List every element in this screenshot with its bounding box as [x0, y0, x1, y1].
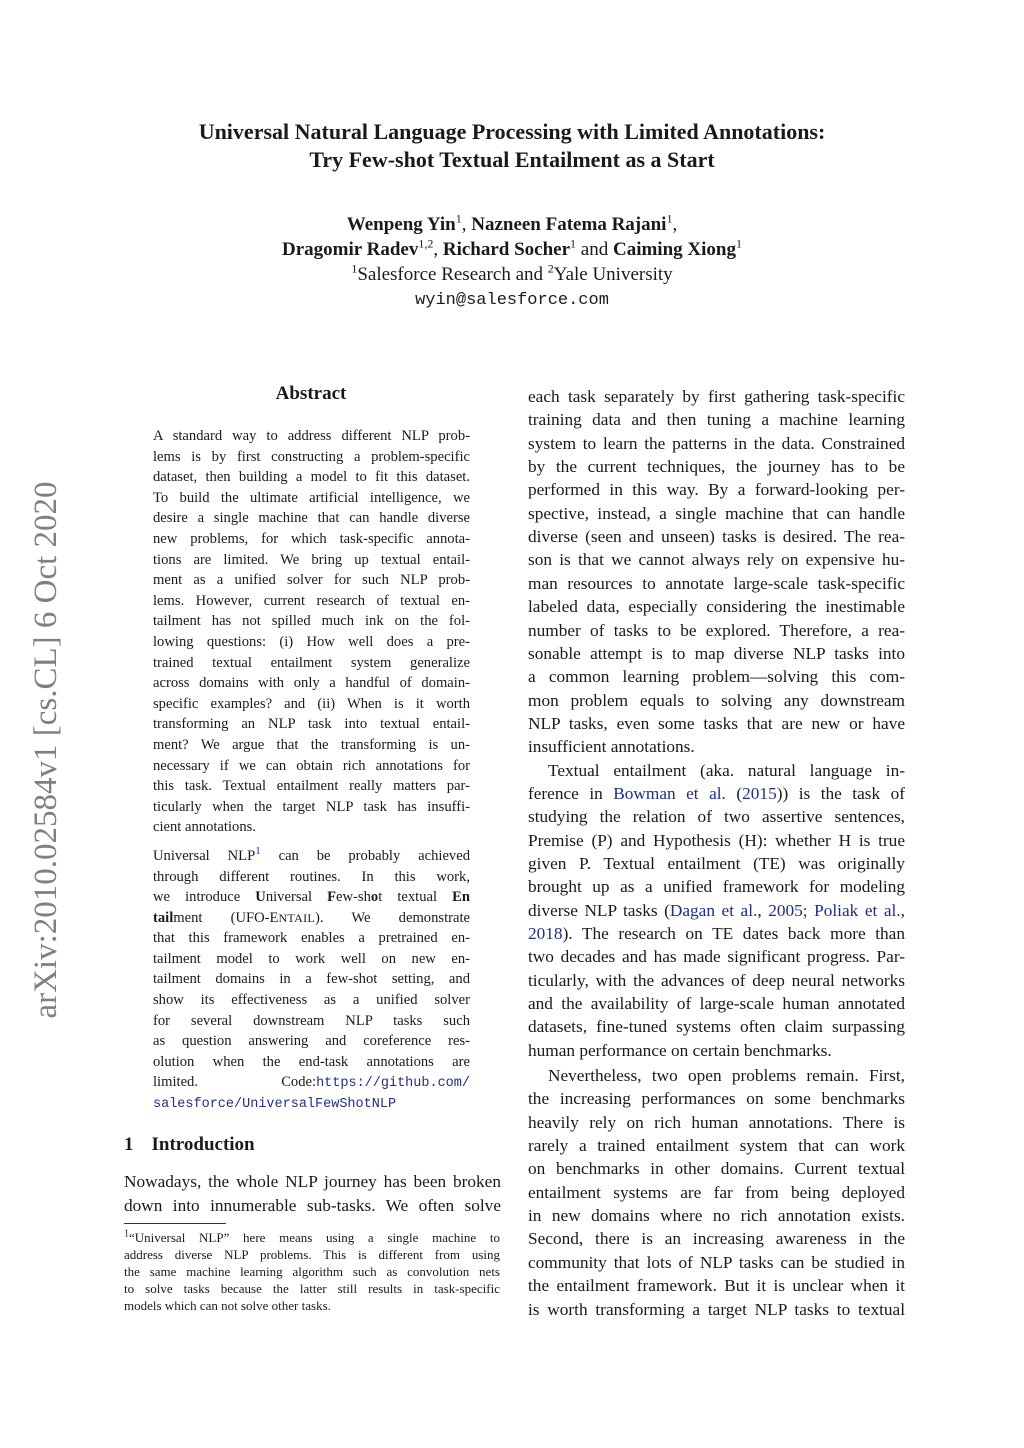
body-line: diverse NLP tasks (Dagan et al., 2005; Poliak et al.,: [528, 901, 905, 920]
abstract-line: dataset, then building a model to fit this dataset.: [153, 469, 470, 486]
affiliation-superscript: 1: [351, 261, 358, 276]
body-line: ticularly, with the advances of deep neural networks: [528, 971, 905, 990]
abstract-line: Universal NLP$^1$ can be probably achieved: [153, 845, 470, 864]
footnote-line: models which can not solve other tasks.: [124, 1298, 331, 1313]
abstract-line: trained textual entailment system generalize: [153, 654, 470, 671]
intro-line: Nowadays, the whole NLP journey has been broken: [124, 1172, 501, 1191]
abstract-line: A standard way to address different NLP prob-: [153, 428, 470, 444]
affiliation-2: Yale University: [553, 264, 673, 285]
author-email: wyin@salesforce.com: [415, 291, 609, 310]
footnote-line: to solve tasks because the latter still results in task-specific: [124, 1281, 500, 1296]
abstract-line: ment? We argue that the transforming is un-: [153, 737, 470, 753]
body-line: Textual entailment (aka. natural language in-: [548, 761, 905, 780]
abstract-line: for several downstream NLP tasks such: [153, 1013, 470, 1029]
abstract-line: tailment domains in a few-shot setting, and: [153, 971, 470, 987]
body-line: is worth transforming a target NLP tasks to textual: [528, 1299, 905, 1319]
citation-link[interactable]: 2018: [528, 924, 563, 943]
body-line: a common learning problem—solving this com-: [528, 667, 905, 687]
citation-link[interactable]: Dagan et al.: [669, 901, 758, 920]
author-name: Richard Socher: [442, 239, 571, 260]
code-link[interactable]: https://github.com/: [316, 1076, 470, 1091]
citation-link[interactable]: Bowman et al.: [613, 784, 726, 803]
abstract-line: we introduce Universal Few-shot textual En: [153, 889, 470, 905]
affiliation-superscript: 2: [547, 261, 554, 276]
paper-title-line-1: Universal Natural Language Processing with Limited Annotations:: [198, 119, 826, 144]
arxiv-identifier-stamp: arXiv:2010.02584v1 [cs.CL] 6 Oct 2020: [28, 481, 64, 1019]
body-line: each task separately by first gathering task-specific: [528, 387, 905, 406]
body-line: ference in Bowman et al. (2015)) is the task of: [528, 784, 906, 803]
body-line: training data and then tuning a machine learning: [528, 410, 905, 430]
body-line: human performance on certain benchmarks.: [528, 1041, 832, 1060]
paper-title-line-2: Try Few-shot Textual Entailment as a Start: [309, 147, 715, 172]
body-line: insufficient annotations.: [528, 737, 695, 757]
footnote-rule: [124, 1223, 226, 1224]
code-link[interactable]: salesforce/UniversalFewShotNLP: [153, 1097, 397, 1112]
abstract-line: that this framework enables a pretrained en-: [153, 930, 470, 946]
abstract-line: as question answering and coreference res-: [153, 1033, 470, 1049]
affiliation-superscript: 1: [570, 236, 577, 251]
abstract-line: specific examples? and (ii) When is it worth: [153, 695, 470, 712]
abstract-line: across domains with only a handful of domain-: [153, 675, 470, 692]
abstract-line: this task. Textual entailment really matters par-: [153, 778, 470, 795]
author-name: Wenpeng Yin: [346, 214, 456, 235]
body-line: system to learn the patterns in the data. Constrained: [528, 433, 905, 453]
abstract-line: [153, 1093, 470, 1114]
author-name: Nazneen Fatema Rajani: [471, 214, 667, 235]
body-line: Premise (P) and Hypothesis (H): whether H is true: [528, 831, 905, 850]
body-line: rarely a trained entailment system that can work: [528, 1136, 905, 1156]
affiliation-superscript: 1: [666, 211, 673, 226]
affiliation-superscript: 1,2: [418, 236, 434, 251]
body-line: Nevertheless, two open problems remain. First,: [548, 1066, 905, 1085]
body-line: performed in this way. By a forward-looking per-: [528, 480, 905, 500]
abstract-line: lems is by first constructing a problem-specific: [153, 448, 470, 465]
section-number: 1: [124, 1134, 134, 1155]
abstract-line: transforming an NLP task into textual entail-: [153, 716, 470, 733]
body-line: entailment systems are far from being deployed: [528, 1182, 905, 1202]
author-line-2: Dragomir Radev$^{1,2}$, Richard Socher$^1$ and Caiming Xiong$^1$: [282, 236, 742, 260]
body-line: mon problem equals to solving any downstream: [528, 690, 905, 710]
body-line: heavily rely on rich human annotations. There is: [528, 1112, 905, 1132]
abstract-line: desire a single machine that can handle diverse: [153, 510, 470, 527]
affiliation-superscript: 1: [455, 211, 462, 226]
affiliation-superscript: 1: [735, 236, 742, 251]
body-line: son is that we cannot always rely on expensive hu-: [528, 550, 905, 570]
abstract-line: new problems, for which task-specific annota-: [153, 531, 470, 547]
body-line: 2018). The research on TE dates back more than: [528, 924, 905, 943]
citation-link[interactable]: 2015: [742, 784, 777, 803]
abstract-line: lowing questions: (i) How well does a pre-: [153, 634, 470, 650]
abstract-line: olution when the end-task annotations are: [153, 1054, 470, 1070]
body-line: number of tasks to be explored. Therefore, a rea-: [528, 620, 905, 640]
footnote-line: address diverse NLP problems. This is different from using: [124, 1247, 500, 1262]
body-line: NLP tasks, even some tasks that are new or have: [528, 713, 905, 733]
footnote-number: 1: [124, 1228, 129, 1240]
author-line-1: Wenpeng Yin$^1$, Nazneen Fatema Rajani$^1$,: [346, 211, 678, 235]
body-line: community that lots of NLP tasks can be studied in: [528, 1252, 905, 1272]
author-name: Caiming Xiong: [612, 239, 736, 260]
body-line: labeled data, especially considering the inestimable: [528, 597, 905, 617]
footnote-line: the same machine learning algorithm such as convolution nets: [124, 1264, 500, 1279]
section-title: Introduction: [151, 1134, 255, 1155]
body-line: man resources to annotate large-scale task-specific: [528, 573, 905, 593]
footnote-marker[interactable]: 1: [255, 845, 261, 858]
abstract-line: ment as a unified solver for such NLP prob-: [153, 572, 470, 589]
affiliations: [0, 262, 1024, 287]
intro-line: down into innumerable sub-tasks. We often solve: [124, 1196, 501, 1215]
abstract-heading: Abstract: [275, 383, 347, 404]
abstract-line: To build the ultimate artificial intelligence, we: [153, 489, 470, 506]
body-line: spective, instead, a single machine that can handle: [528, 503, 905, 523]
body-line: datasets, fine-tuned systems often claim surpassing: [528, 1017, 905, 1036]
abstract-line: show its effectiveness as a unified solver: [153, 992, 470, 1008]
body-line: on benchmarks in other domains. Current textual: [528, 1159, 905, 1179]
citation-link[interactable]: 2005; Poliak et al.: [768, 901, 901, 920]
section-heading-introduction: [124, 1134, 255, 1156]
abstract-line: necessary if we can obtain rich annotations for: [153, 757, 470, 774]
abstract-line: tailment has not spilled much ink on the fol-: [153, 613, 470, 630]
abstract-line: limited. Code:https://github.com/: [153, 1074, 470, 1091]
author-conjunction: and: [580, 239, 609, 260]
abstract-line: tailment model to work well on new en-: [153, 951, 470, 967]
body-line: given P. Textual entailment (TE) was originally: [528, 854, 905, 873]
body-line: the entailment framework. But it is unclear when it: [528, 1276, 905, 1296]
author-name: Dragomir Radev: [282, 239, 419, 260]
abstract-line: tions are limited. We bring up textual entail-: [153, 551, 470, 568]
body-line: sonable attempt is to map diverse NLP tasks into: [528, 643, 905, 663]
abstract-line: tailment (UFO-ENTAIL). We demonstrate: [153, 910, 470, 926]
body-line: diverse (seen and unseen) tasks is desired. The rea-: [528, 527, 905, 547]
body-line: two decades and has made significant progress. Par-: [528, 947, 905, 966]
body-line: Second, there is an increasing awareness in the: [528, 1229, 905, 1249]
body-line: in new domains where no rich annotation exists.: [528, 1206, 905, 1226]
body-line: studying the relation of two assertive sentences,: [528, 807, 905, 826]
body-line: brought up as a unified framework for modeling: [528, 877, 905, 896]
abstract-line: lems. However, current research of textual en-: [153, 592, 470, 609]
affiliation-1: Salesforce Research and: [357, 264, 548, 285]
abstract-line: through different routines. In this work,: [153, 869, 470, 885]
abstract-line: cient annotations.: [153, 819, 256, 836]
body-line: the increasing performances on some benchmarks: [528, 1089, 905, 1109]
footnote-line: $^1$“Universal NLP” here means using a single machine to: [124, 1228, 500, 1245]
body-line: and the availability of large-scale human annotated: [528, 994, 905, 1013]
body-line: by the current techniques, the journey has to be: [528, 457, 905, 477]
abstract-line: ticularly when the target NLP task has insuffi-: [153, 798, 470, 815]
